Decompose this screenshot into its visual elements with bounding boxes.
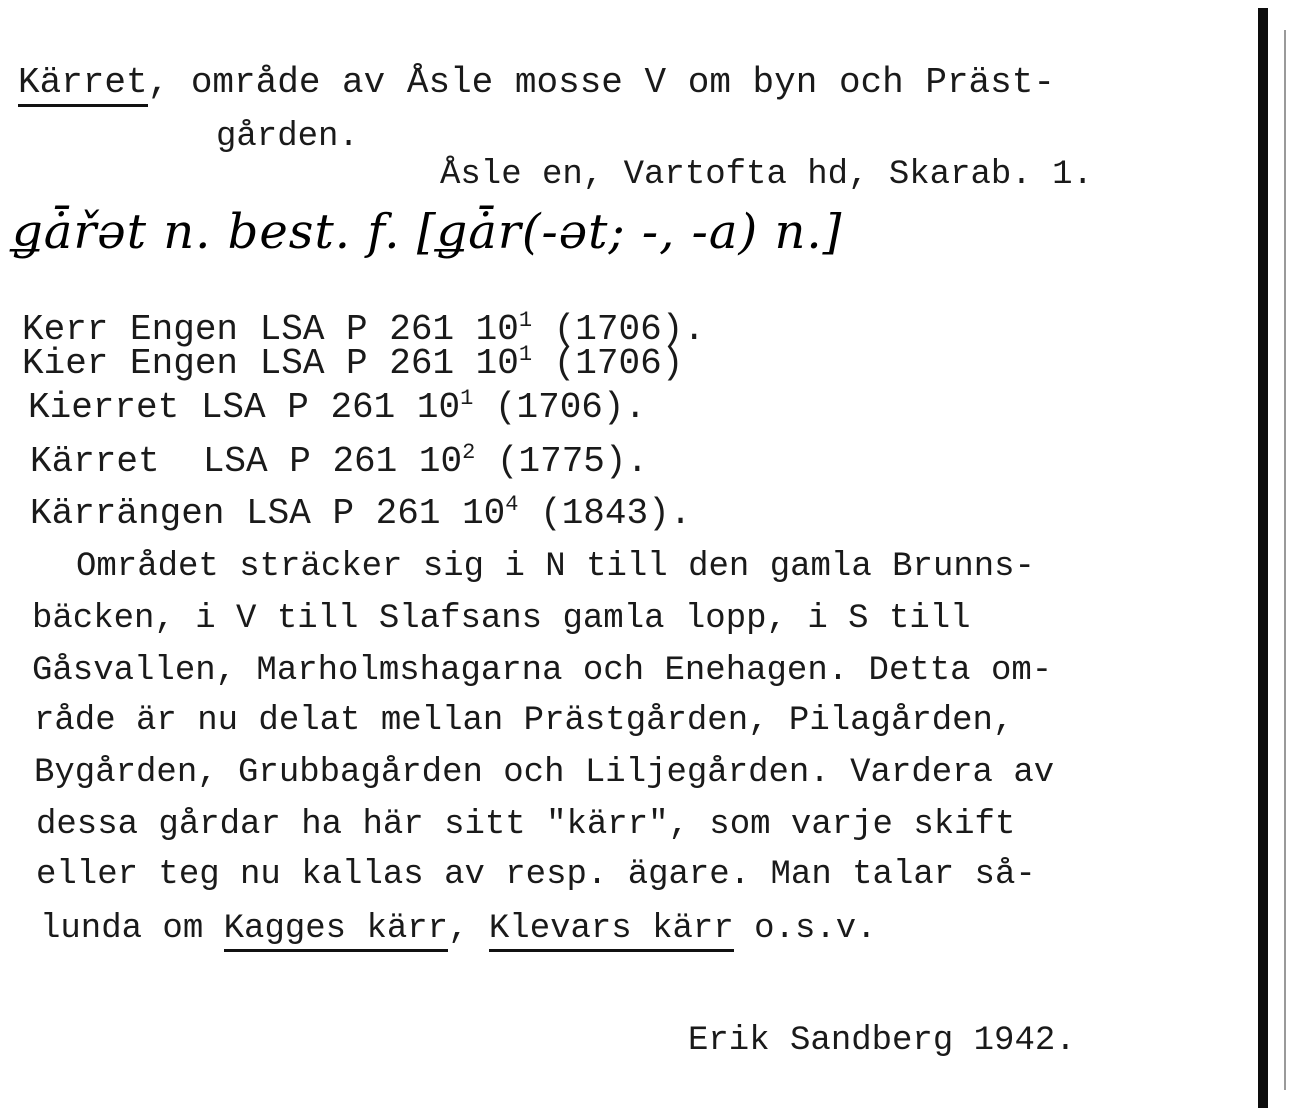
definition-line-2: gården. bbox=[216, 118, 359, 156]
paragraph-line-8 bbox=[40, 910, 877, 948]
form-text: Kierret LSA P 261 10 bbox=[28, 387, 461, 428]
paragraph-line-2: bäcken, i V till Slafsans gamla lopp, i S till bbox=[32, 600, 971, 638]
definition-line-1: , område av Åsle mosse V om byn och Präst- bbox=[147, 62, 1055, 103]
form-text: Kärret LSA P 261 10 bbox=[30, 441, 463, 482]
card-edge-shadow bbox=[1258, 8, 1268, 1108]
form-year: (1706) bbox=[532, 343, 684, 384]
form-text: Kärrängen LSA P 261 10 bbox=[30, 493, 506, 534]
form-text: Kerr Engen LSA P 261 10 bbox=[22, 309, 519, 350]
last-line-prefix: lunda om bbox=[40, 910, 224, 948]
last-line-suffix: o.s.v. bbox=[733, 910, 877, 948]
historical-form-3 bbox=[28, 386, 646, 428]
historical-form-5 bbox=[30, 492, 691, 534]
form-sup: 4 bbox=[505, 492, 519, 517]
paragraph-line-5: Bygården, Grubbagården och Liljegården. Vardera av bbox=[34, 754, 1055, 792]
paragraph-line-4: råde är nu delat mellan Prästgården, Pilagården, bbox=[34, 702, 1014, 740]
form-sup: 1 bbox=[518, 342, 533, 367]
card-edge-line bbox=[1284, 30, 1286, 1090]
signature: Erik Sandberg 1942. bbox=[688, 1022, 1076, 1060]
historical-form-2 bbox=[22, 342, 683, 384]
form-year: (1706). bbox=[473, 387, 647, 428]
parish-line: Åsle en, Vartofta hd, Skarab. 1. bbox=[440, 156, 1093, 194]
entry-heading bbox=[18, 62, 1055, 103]
underlined-name-klevars: Klevars kärr bbox=[489, 910, 734, 952]
form-year: (1843). bbox=[518, 493, 692, 534]
form-sup: 2 bbox=[462, 440, 476, 465]
form-sup: 1 bbox=[460, 386, 474, 411]
last-line-separator: , bbox=[448, 910, 489, 948]
form-text: Kier Engen LSA P 261 10 bbox=[22, 343, 519, 384]
underlined-name-kagges: Kagges kärr bbox=[224, 910, 448, 952]
paragraph-line-3: Gåsvallen, Marholmshagarna och Enehagen. Detta om- bbox=[32, 652, 1053, 690]
paragraph-line-6: dessa gårdar ha här sitt "kärr", som varje skift bbox=[36, 806, 1016, 844]
handwritten-pronunciation: ǥǡřət n. best. f. [ǥǡr(-ət; -, -a) n.] bbox=[12, 204, 843, 260]
form-sup: 1 bbox=[518, 308, 533, 333]
form-year: (1706). bbox=[532, 309, 705, 350]
paragraph-line-7: eller teg nu kallas av resp. ägare. Man talar så- bbox=[36, 856, 1036, 894]
paragraph-line-1: Området sträcker sig i N till den gamla Brunns- bbox=[76, 548, 1035, 586]
form-year: (1775). bbox=[475, 441, 649, 482]
historical-form-4 bbox=[30, 440, 648, 482]
headword: Kärret bbox=[18, 62, 148, 107]
